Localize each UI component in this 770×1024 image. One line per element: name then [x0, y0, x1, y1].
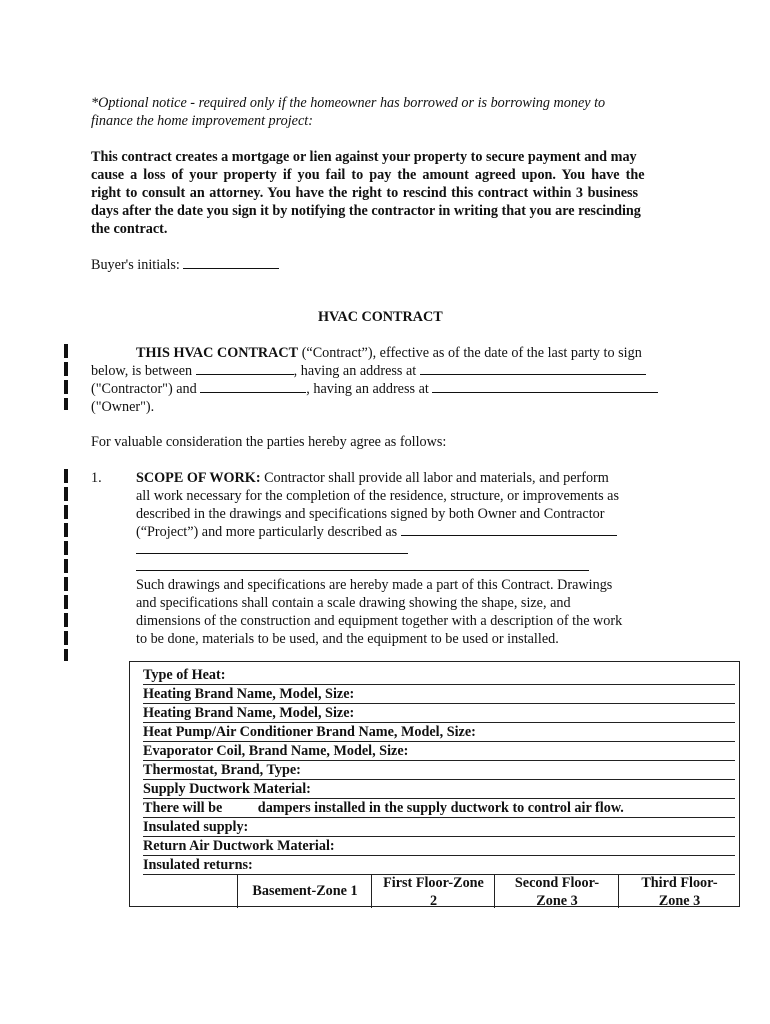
zone-header-label-2: Zone 3 [536, 893, 578, 909]
zone-header-label: Third Floor- [641, 875, 718, 891]
revision-bar [64, 398, 68, 410]
revision-bar [64, 541, 68, 555]
zone-header [618, 874, 740, 908]
consideration-text: For valuable consideration the parties hereby agree as follows: [91, 434, 447, 450]
zone-header-label: Second Floor- [514, 875, 600, 891]
intro-contractor-and-text: ("Contractor") and [91, 381, 197, 397]
zone-header [494, 874, 619, 908]
intro-line-3 [91, 380, 658, 398]
revision-bar [64, 595, 68, 609]
revision-bar [64, 505, 68, 519]
revision-bar [64, 559, 68, 573]
revision-bar [64, 523, 68, 537]
scope-line: all work necessary for the completion of the residence, structure, or improvements as [136, 488, 619, 504]
revision-bar [64, 362, 68, 376]
scope-line-1-rest: Contractor shall provide all labor and materials, and perform [264, 470, 609, 486]
zone-header-label-2: Zone 3 [658, 893, 701, 909]
optional-notice-line-1: *Optional notice - required only if the homeowner has borrowed or is borrowing money to [91, 95, 606, 111]
revision-bar [64, 631, 68, 645]
owner-name-field[interactable] [200, 380, 306, 393]
revision-bar [64, 613, 68, 627]
contractor-name-field[interactable] [196, 362, 294, 375]
intro-between-text: below, is between [91, 363, 193, 379]
table-row[interactable]: There will be dampers installed in the supply ductwork to control air flow. [143, 799, 735, 818]
equipment-table [129, 661, 740, 907]
warning-line: This contract creates a mortgage or lien against your property to secure payment and may [91, 149, 637, 165]
drawings-line: and specifications shall contain a scale drawing showing the shape, size, and [136, 595, 571, 611]
revision-bar [64, 469, 68, 483]
project-description-field-3[interactable] [136, 570, 589, 571]
scope-heading: SCOPE OF WORK: [136, 470, 261, 486]
contractor-address-field[interactable] [420, 362, 646, 375]
table-row[interactable]: Supply Ductwork Material: [143, 780, 735, 799]
table-row[interactable]: Insulated supply: [143, 818, 735, 837]
buyer-initials-label: Buyer's initials: [91, 257, 180, 273]
intro-address-text: , having an address at [306, 381, 429, 397]
warning-line: the contract. [91, 221, 168, 237]
intro-address-text: , having an address at [293, 363, 417, 379]
table-row[interactable]: Type of Heat: [143, 666, 735, 685]
scope-number: 1. [91, 470, 102, 486]
intro-line-1 [136, 344, 642, 362]
page-title: HVAC CONTRACT [318, 309, 443, 325]
drawings-line: dimensions of the construction and equipment together with a description of the work [136, 613, 623, 629]
project-description-field[interactable] [401, 523, 617, 536]
zone-header-label-2: 2 [429, 893, 438, 909]
scope-line-1 [136, 469, 609, 487]
warning-line: right to consult an attorney. You have the right to rescind this contract within 3 business [91, 185, 639, 201]
table-row[interactable]: Insulated returns: [143, 856, 735, 875]
table-row[interactable]: Heat Pump/Air Conditioner Brand Name, Model, Size: [143, 723, 735, 742]
scope-project-line [136, 523, 617, 541]
revision-bar [64, 487, 68, 501]
project-description-field-2[interactable] [136, 553, 408, 554]
zone-header-label: First Floor-Zone [383, 875, 484, 891]
intro-line-2 [91, 362, 646, 380]
table-row[interactable]: Heating Brand Name, Model, Size: [143, 704, 735, 723]
zone-header-label: Basement-Zone 1 [252, 883, 358, 899]
intro-line-1-rest: (“Contract”), effective as of the date of the last party to sign [301, 345, 642, 361]
revision-bar [64, 649, 68, 661]
owner-address-field[interactable] [432, 380, 658, 393]
drawings-line: to be done, materials to be used, and the equipment to be used or installed. [136, 631, 559, 647]
warning-line: cause a loss of your property if you fail to pay the amount agreed upon. You have the [91, 167, 645, 183]
warning-line: days after the date you sign it by notifying the contractor in writing that you are rescinding [91, 203, 641, 219]
revision-bar [64, 577, 68, 591]
intro-line-4: ("Owner"). [91, 399, 155, 415]
buyer-initials [91, 256, 279, 274]
scope-line: described in the drawings and specifications signed by both Owner and Contractor [136, 506, 605, 522]
zone-header [371, 874, 495, 908]
table-row[interactable]: Heating Brand Name, Model, Size: [143, 685, 735, 704]
optional-notice-line-2: finance the home improvement project: [91, 113, 313, 129]
zone-header [237, 874, 372, 908]
buyer-initials-field[interactable] [183, 256, 279, 269]
drawings-line: Such drawings and specifications are hereby made a part of this Contract. Drawings [136, 577, 613, 593]
table-row[interactable]: Evaporator Coil, Brand Name, Model, Size: [143, 742, 735, 761]
table-row[interactable]: Thermostat, Brand, Type: [143, 761, 735, 780]
revision-bar [64, 344, 68, 358]
scope-project-text: (“Project”) and more particularly described as [136, 524, 398, 540]
table-row[interactable]: Return Air Ductwork Material: [143, 837, 735, 856]
intro-bold-lead: THIS HVAC CONTRACT [136, 345, 299, 361]
revision-bar [64, 380, 68, 394]
